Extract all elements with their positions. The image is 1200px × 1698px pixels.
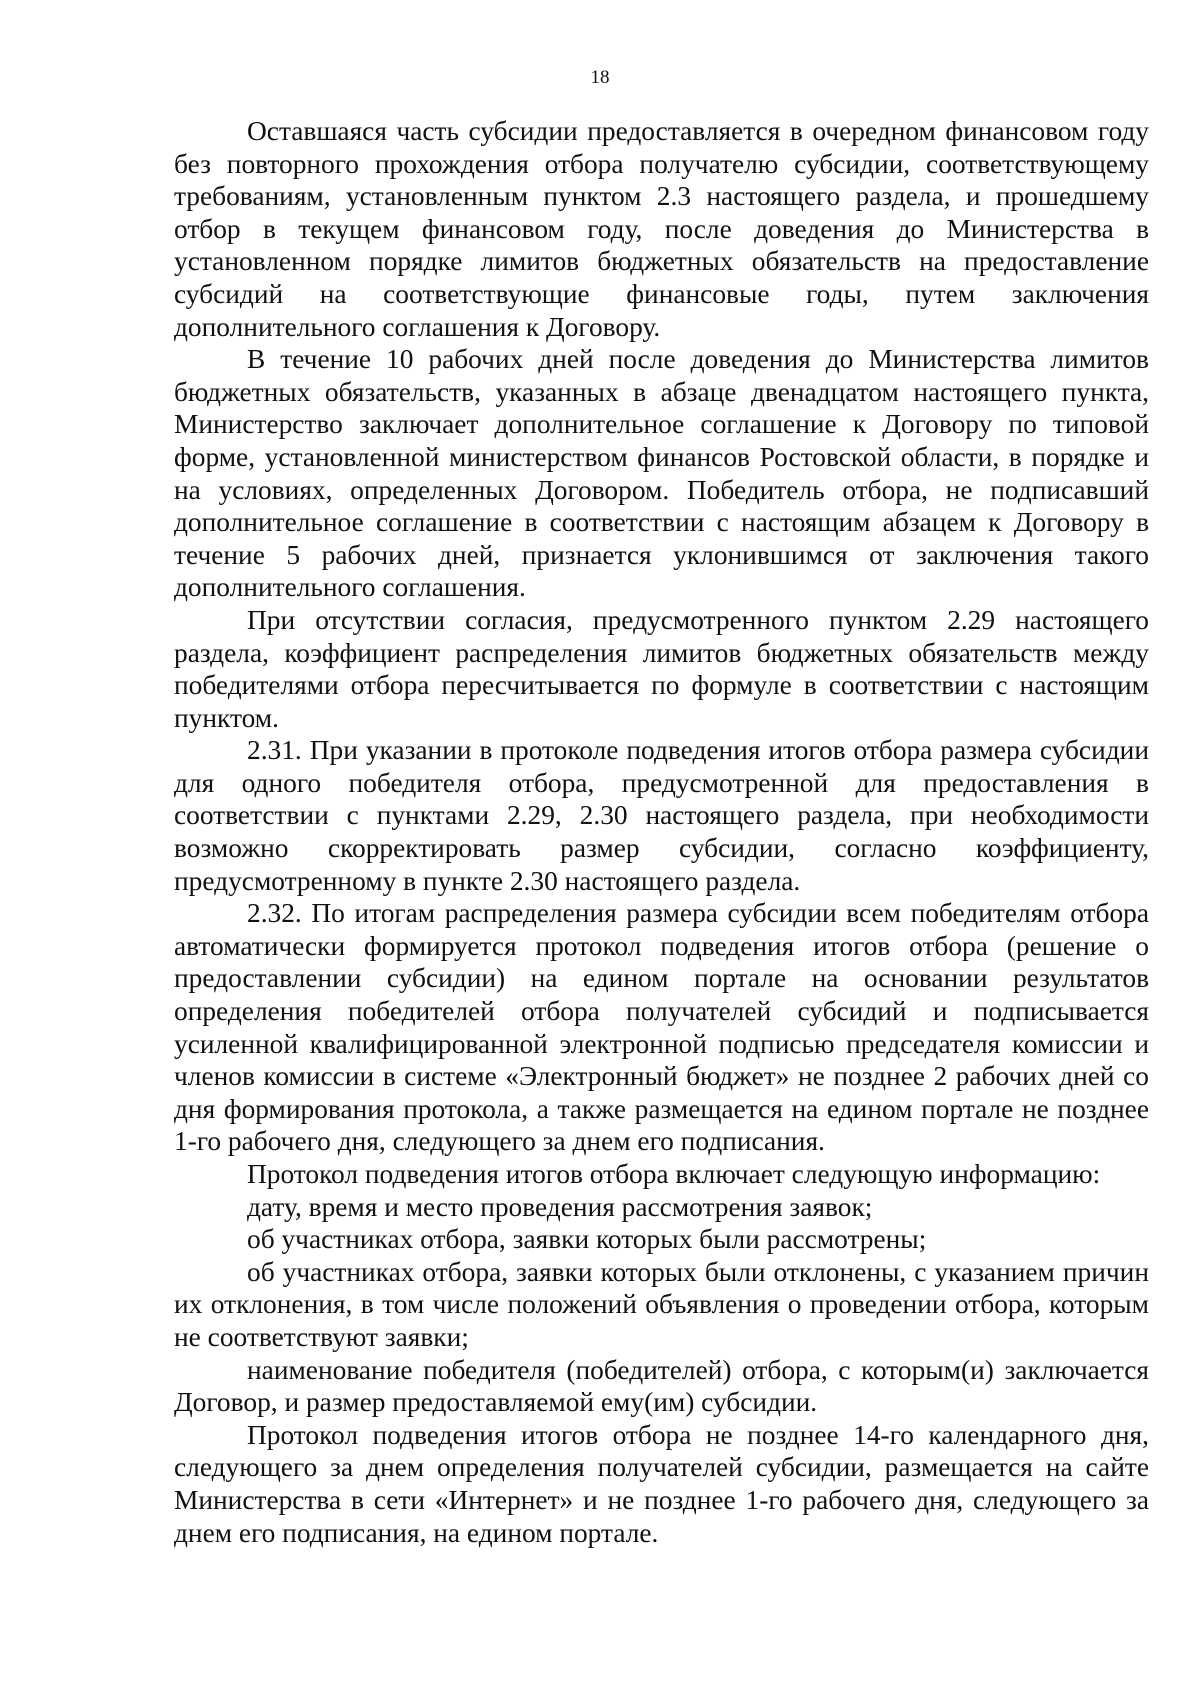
paragraph-section-2-32: 2.32. По итогам распределения размера субсидии всем победителям отбора автоматически формируется протокол подведения итогов отбора (решение о предоставлении субсидии) на едином портале на основании результатов определения победителей отбора получателей субсидий и подписывается усиленной квалифицированной электронной подписью председателя комиссии и членов комиссии в системе «Электронный бюджет» не позднее 2 рабочих дней со дня формирования протокола, а также размещается на едином портале не позднее 1-го рабочего дня, следующего за днем его подписания. [174, 898, 1149, 1157]
paragraph-additional-agreement: В течение 10 рабочих дней после доведения до Министерства лимитов бюджетных обязательств, указанных в абзаце двенадцатом настоящего пункта, Министерство заключает дополнительное соглашение к Договору по типовой форме, установленной министерством финансов Ростовской области, в порядке и на условиях, определенных Договором. Победитель отбора, не подписавший дополнительное соглашение в соответствии с настоящим абзацем к Договору в течение 5 рабочих дней, признается уклонившимся от заключения такого дополнительного соглашения. [174, 344, 1149, 603]
paragraph-protocol-publication: Протокол подведения итогов отбора не позднее 14-го календарного дня, следующего за днем определения получателей субсидии, размещается на сайте Министерства в сети «Интернет» и не позднее 1-го рабочего дня, следующего за днем его подписания, на едином портале. [174, 1419, 1149, 1548]
paragraph-remaining-subsidy: Оставшаяся часть субсидии предоставляется в очередном финансовом году без повторного прохождения отбора получателю субсидии, соответствующему требованиям, установленным пунктом 2.3 настоящего раздела, и прошедшему отбор в текущем финансовом году, после доведения до Министерства в установленном порядке лимитов бюджетных обязательств на предоставление субсидий на соответствующие финансовые годы, путем заключения дополнительного соглашения к Договору. [174, 116, 1149, 342]
paragraph-protocol-contents-intro: Протокол подведения итогов отбора включает следующую информацию: [247, 1159, 1101, 1189]
list-item-date-time-place: дату, время и место проведения рассмотрения заявок; [247, 1191, 873, 1222]
page-number: 18 [590, 67, 610, 88]
document-body [174, 115, 1149, 1549]
list-item-winner-name: наименование победителя (победителей) отбора, с которым(и) заключается Договор, и размер предоставляемой ему(им) субсидии. [174, 1354, 1149, 1418]
paragraph-section-2-31: 2.31. При указании в протоколе подведения итогов отбора размера субсидии для одного победителя отбора, предусмотренной для предоставления в соответствии с пунктами 2.29, 2.30 настоящего раздела, при необходимости возможно скорректировать размер субсидии, согласно коэффициенту, предусмотренному в пункте 2.30 настоящего раздела. [174, 735, 1149, 896]
paragraph-coefficient-recalculation: При отсутствии согласия, предусмотренного пунктом 2.29 настоящего раздела, коэффициент распределения лимитов бюджетных обязательств между победителями отбора пересчитывается по формуле в соответствии с настоящим пунктом. [174, 604, 1149, 733]
list-item-considered-participants: об участниках отбора, заявки которых были рассмотрены; [247, 1224, 927, 1255]
list-item-rejected-participants: об участниках отбора, заявки которых были отклонены, с указанием причин их отклонения, в том числе положений объявления о проведении отбора, которым не соответствуют заявки; [174, 1256, 1149, 1352]
